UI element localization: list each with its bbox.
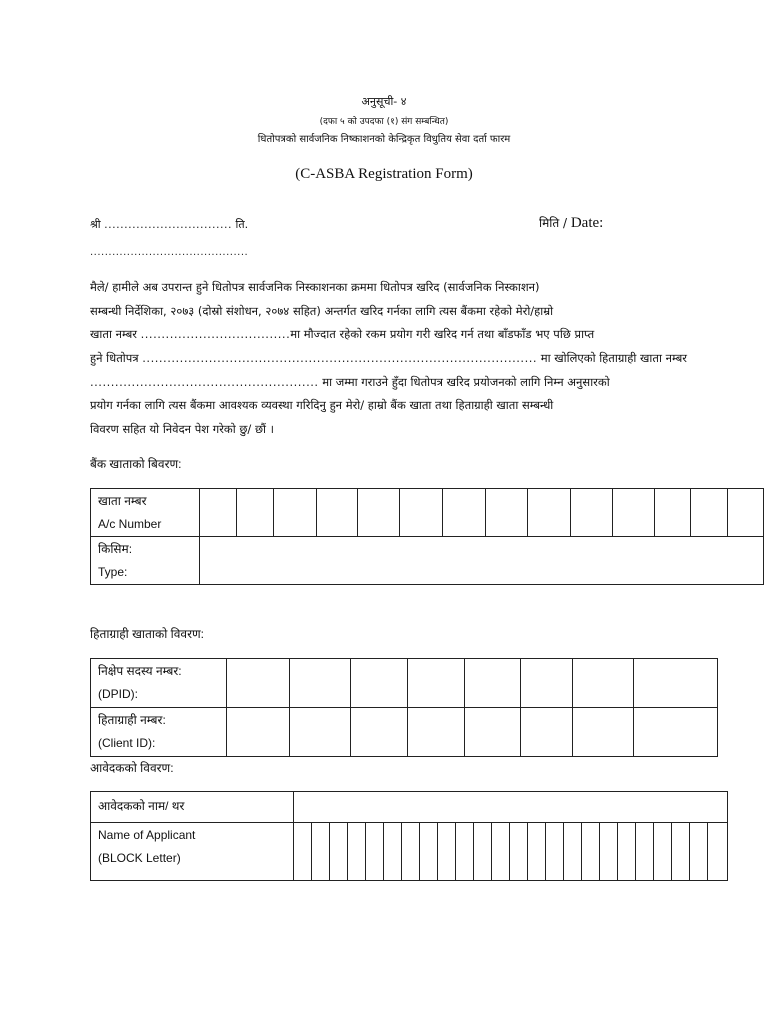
dpid-digit-box[interactable]: [573, 659, 634, 708]
shri-label: श्री: [90, 218, 101, 231]
dpid-digit-box[interactable]: [351, 659, 408, 708]
account-digit-box[interactable]: [486, 489, 528, 537]
letter-box[interactable]: [438, 823, 456, 881]
applicant-section-title: आवेदकको विवरण:: [90, 761, 174, 775]
account-type-row: [91, 537, 764, 585]
declaration-line-1: मैले/ हामीले अब उपरान्त हुने धितोपत्र सार्वजनिक निस्काशनका क्रममा धितोपत्र खरिद (सार्वजनिक निस्काशन): [90, 280, 540, 294]
account-digit-box[interactable]: [728, 489, 764, 537]
dpid-digit-box[interactable]: [227, 659, 290, 708]
letter-box[interactable]: [456, 823, 474, 881]
letter-box[interactable]: [636, 823, 654, 881]
addressee-blank[interactable]: ................................: [104, 218, 233, 231]
beneficiary-account-table: [90, 658, 718, 757]
dpid-digit-box[interactable]: [465, 659, 521, 708]
client-id-digit-box[interactable]: [408, 708, 465, 757]
letter-box[interactable]: [618, 823, 636, 881]
declaration-line-4: हुने धितोपत्र ............................................................................................... मा खोलिएको हिताग्राही खाता नम्बर: [90, 351, 687, 366]
letter-box[interactable]: [600, 823, 618, 881]
client-id-digit-box[interactable]: [573, 708, 634, 757]
schedule-heading: अनुसूची- ४: [361, 95, 407, 108]
account-digit-box[interactable]: [571, 489, 613, 537]
declaration-line-5: ....................................................... मा जम्मा गराउने हुँदा धितोपत्र खरिद प्रयोजनको लागि निम्न अनुसारको: [90, 374, 610, 389]
bank-section-title: बैंक खाताको बिवरण:: [90, 457, 182, 471]
letter-box[interactable]: [582, 823, 600, 881]
account-digit-box[interactable]: [237, 489, 274, 537]
client-id-digit-box[interactable]: [351, 708, 408, 757]
letter-box[interactable]: [312, 823, 330, 881]
letter-box[interactable]: [564, 823, 582, 881]
applicant-name-nepali-row: [91, 792, 728, 823]
letter-box[interactable]: [654, 823, 672, 881]
letter-box[interactable]: [492, 823, 510, 881]
account-digit-box[interactable]: [691, 489, 728, 537]
dpid-row: [91, 659, 718, 708]
address-blank[interactable]: ...........................................: [90, 247, 249, 258]
date-field: [539, 214, 603, 232]
date-label-english: Date:: [570, 215, 604, 231]
dpid-label-cell: निक्षेप सदस्य नम्बर: (DPID):: [91, 659, 227, 708]
account-digit-box[interactable]: [443, 489, 486, 537]
account-digit-box[interactable]: [200, 489, 237, 537]
client-id-digit-box[interactable]: [634, 708, 718, 757]
bank-account-table: [90, 488, 764, 585]
client-id-row: [91, 708, 718, 757]
applicant-name-nepali-label: आवेदकको नाम/ थर: [91, 792, 294, 823]
client-id-digit-box[interactable]: [465, 708, 521, 757]
letter-box[interactable]: [474, 823, 492, 881]
client-id-digit-box[interactable]: [227, 708, 290, 757]
account-type-field[interactable]: [200, 537, 764, 585]
letter-box[interactable]: [294, 823, 312, 881]
applicant-name-nepali-field[interactable]: [294, 792, 728, 823]
applicant-name-english-row: [91, 823, 728, 881]
declaration-line-2: सम्बन्धी निर्देशिका, २०७३ (दोस्रो संशोधन, २०७४ सहित) अन्तर्गत खरिद गर्नका लागि त्यस बैंकमा रहेको मेरो/हाम्रो: [90, 303, 554, 318]
letter-box[interactable]: [348, 823, 366, 881]
letter-box[interactable]: [690, 823, 708, 881]
account-digit-box[interactable]: [358, 489, 400, 537]
beneficiary-section-title: हिताग्राही खाताको विवरण:: [90, 627, 205, 641]
applicant-table: [90, 791, 728, 881]
letter-box[interactable]: [330, 823, 348, 881]
account-digit-box[interactable]: [400, 489, 443, 537]
client-id-label-cell: हिताग्राही नम्बर: (Client ID):: [91, 708, 227, 757]
client-id-digit-box[interactable]: [290, 708, 351, 757]
account-digit-box[interactable]: [613, 489, 655, 537]
addressee-line: [90, 217, 248, 232]
dpid-digit-box[interactable]: [521, 659, 573, 708]
declaration-line-6: प्रयोग गर्नका लागि त्यस बैंकमा आवश्यक व्यवस्था गरिदिनु हुन मेरो/ हाम्रो बैंक खाता तथा हिताग्राही खाता सम्बन्धी: [90, 398, 554, 413]
dpid-digit-box[interactable]: [634, 659, 718, 708]
account-number-label: खाता नम्बर: [90, 327, 137, 342]
form-title-nepali: धितोपत्रको सार्वजनिक निष्काशनको केन्द्रिकृत विधुतिय सेवा दर्ता फारम: [257, 134, 511, 145]
beneficiary-account-blank[interactable]: .......................................................: [90, 374, 319, 389]
account-number-label-cell: खाता नम्बर A/c Number: [91, 489, 200, 537]
security-blank[interactable]: ...............................................................................................: [142, 351, 538, 366]
letter-box[interactable]: [366, 823, 384, 881]
account-digit-box[interactable]: [528, 489, 571, 537]
declaration-line-3: खाता नम्बर ....................................मा मौज्दात रहेको रकम प्रयोग गरी खरिद गर्न तथा बाँडफाँड भए पछि प्राप्त: [90, 327, 595, 342]
account-digit-box[interactable]: [317, 489, 358, 537]
letter-box[interactable]: [420, 823, 438, 881]
letter-box[interactable]: [402, 823, 420, 881]
letter-box[interactable]: [528, 823, 546, 881]
dpid-digit-box[interactable]: [408, 659, 465, 708]
letter-box[interactable]: [510, 823, 528, 881]
ti-label: ति.: [235, 218, 249, 231]
letter-box[interactable]: [708, 823, 728, 881]
date-label-nepali: मिति /: [539, 216, 568, 230]
declaration-paragraph: [90, 276, 687, 442]
account-number-row: [91, 489, 764, 537]
applicant-name-english-label-cell: Name of Applicant (BLOCK Letter): [91, 823, 294, 881]
dpid-digit-box[interactable]: [290, 659, 351, 708]
account-digit-box[interactable]: [274, 489, 317, 537]
form-title-english: (C-ASBA Registration Form): [295, 166, 473, 182]
client-id-digit-box[interactable]: [521, 708, 573, 757]
account-number-blank[interactable]: ....................................: [140, 327, 291, 342]
declaration-line-7: विवरण सहित यो निवेदन पेश गरेको छु/ छौं ।: [90, 422, 275, 437]
clause-reference: (दफा ५ को उपदफा (१) संग सम्बन्धित): [319, 117, 449, 127]
letter-box[interactable]: [546, 823, 564, 881]
account-type-label-cell: किसिम: Type:: [91, 537, 200, 585]
letter-box[interactable]: [672, 823, 690, 881]
account-digit-box[interactable]: [655, 489, 691, 537]
letter-box[interactable]: [384, 823, 402, 881]
